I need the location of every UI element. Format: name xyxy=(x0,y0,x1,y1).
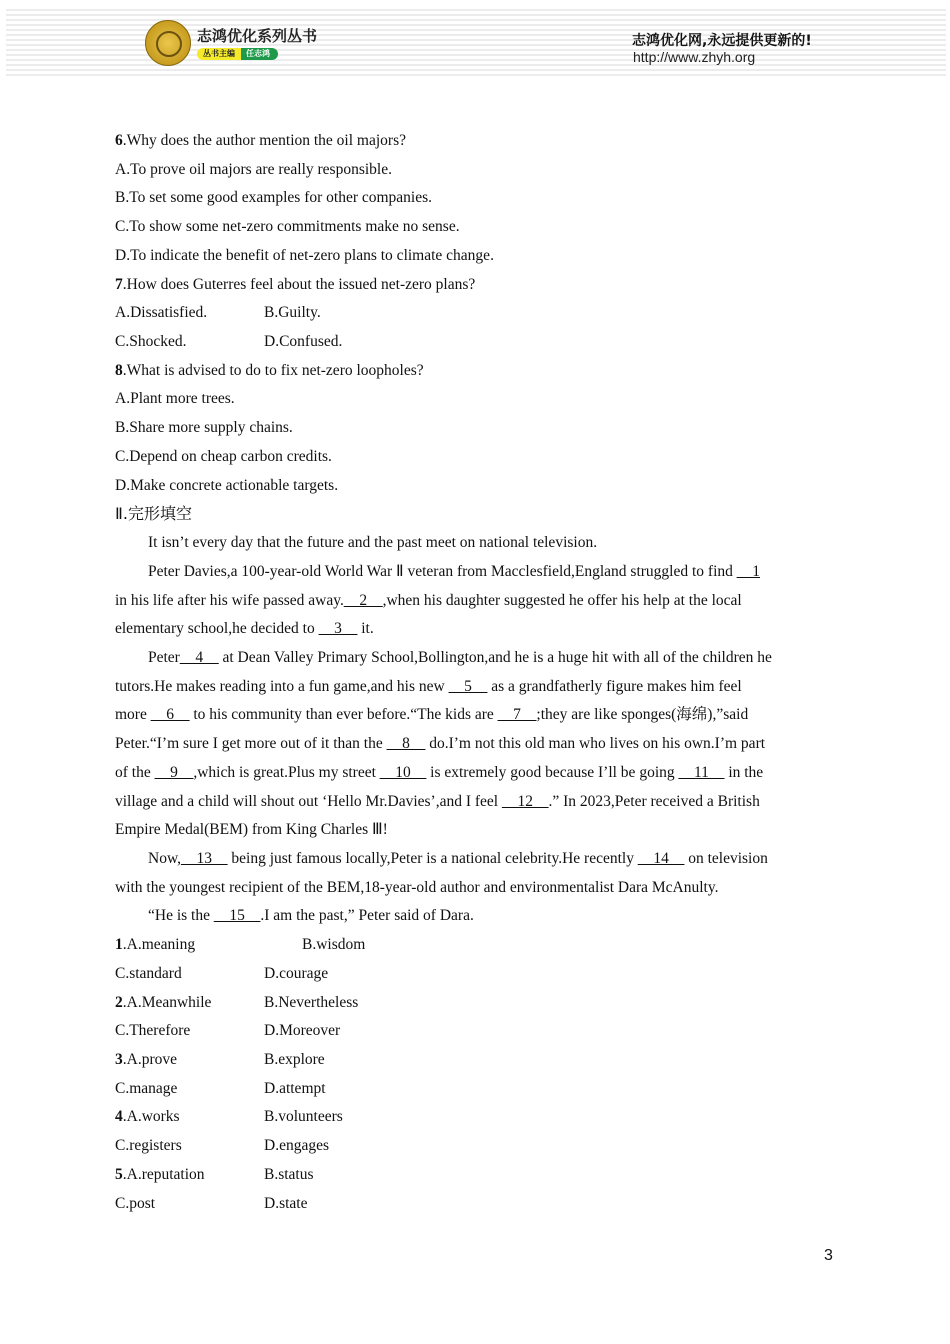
text-line xyxy=(115,819,835,848)
text-segment: being just famous locally,Peter is a national celebrity.He recently xyxy=(227,849,638,867)
blank-number: __1 xyxy=(736,562,761,580)
text-segment: tutors.He makes reading into a fun game,and his new xyxy=(115,677,449,695)
text-segment: to his community than ever before.“The kids are xyxy=(189,706,498,724)
option-second-column: B.volunteers xyxy=(264,1108,343,1126)
text-line xyxy=(115,1193,835,1222)
text-segment: C.post xyxy=(115,1194,156,1212)
blank-number: __7__ xyxy=(497,706,537,724)
text-segment: ,when his daughter suggested he offer his help at the local xyxy=(382,591,742,609)
text-segment: more xyxy=(115,706,151,724)
text-segment: in his life after his wife passed away. xyxy=(115,591,344,609)
text-line xyxy=(115,762,835,791)
badge-label: 丛书主编 xyxy=(197,48,241,60)
text-segment: elementary school,he decided to xyxy=(115,620,319,638)
text-segment: C.To show some net-zero commitments make no sense. xyxy=(115,218,460,236)
text-segment: Peter xyxy=(148,648,180,666)
text-segment: as a grandfatherly figure makes him feel xyxy=(487,677,742,695)
logo-seal-icon xyxy=(145,20,191,66)
text-segment: It isn’t every day that the future and the past meet on national television. xyxy=(148,534,598,552)
blank-number: __8__ xyxy=(386,735,426,753)
text-segment: Now, xyxy=(148,849,182,867)
text-segment: .A.prove xyxy=(122,1051,177,1068)
text-segment: B.Share more supply chains. xyxy=(115,419,293,437)
text-segment: ,which is great.Plus my street xyxy=(193,763,380,781)
question-number: 4 xyxy=(115,1108,123,1126)
option-second-column: D.state xyxy=(264,1194,308,1212)
text-line xyxy=(115,475,835,504)
text-segment: B.To set some good examples for other companies. xyxy=(115,189,433,207)
text-segment: is extremely good because I’ll be going xyxy=(426,763,679,781)
text-line xyxy=(115,676,835,705)
text-line xyxy=(115,1078,835,1107)
option-second-column: B.explore xyxy=(264,1051,325,1068)
question-line xyxy=(115,360,835,389)
text-segment: D.To indicate the benefit of net-zero plans to climate change. xyxy=(115,246,494,264)
document-body xyxy=(115,130,835,1221)
text-segment: .How does Guterres feel about the issued net-zero plans? xyxy=(122,275,476,293)
question-number: 3 xyxy=(115,1051,123,1068)
text-line xyxy=(115,187,835,216)
text-line xyxy=(115,618,835,647)
text-segment: Empire Medal(BEM) from King Charles Ⅲ! xyxy=(115,821,388,839)
paragraph-line xyxy=(115,561,835,590)
text-segment: A.Dissatisfied. xyxy=(115,304,208,322)
text-segment: .What is advised to do to fix net-zero loopholes? xyxy=(122,361,424,379)
question-number: 6 xyxy=(115,132,123,149)
question-number: 7 xyxy=(115,275,123,293)
text-segment: C.Therefore xyxy=(115,1022,191,1040)
text-line xyxy=(115,388,835,417)
editor-badge xyxy=(197,48,278,60)
text-segment: C.registers xyxy=(115,1137,182,1155)
blank-number: __5__ xyxy=(448,677,488,695)
blank-number: __9__ xyxy=(154,763,194,781)
text-segment: A.Plant more trees. xyxy=(115,390,235,408)
blank-number: __12__ xyxy=(501,792,549,810)
question-line xyxy=(115,992,835,1021)
text-line xyxy=(115,1135,835,1164)
paragraph-line xyxy=(115,532,835,561)
option-second-column: D.Confused. xyxy=(264,333,343,351)
question-line xyxy=(115,1106,835,1135)
question-line xyxy=(115,274,835,303)
blank-number: __3__ xyxy=(318,620,358,638)
text-line xyxy=(115,590,835,619)
text-segment: .I am the past,” Peter said of Dara. xyxy=(260,907,474,925)
text-segment: of the xyxy=(115,763,155,781)
text-segment: on television xyxy=(684,849,768,867)
question-line xyxy=(115,934,835,963)
text-line xyxy=(115,446,835,475)
option-second-column: B.Guilty. xyxy=(264,304,321,322)
badge-editor: 任志鸿 xyxy=(241,48,278,60)
text-segment: .” In 2023,Peter received a British xyxy=(548,792,760,810)
text-segment: Peter.“I’m sure I get more out of it than the xyxy=(115,735,387,753)
text-segment: .A.meaning xyxy=(122,936,196,954)
option-second-column: D.Moreover xyxy=(264,1022,341,1040)
paragraph-line xyxy=(115,848,835,877)
question-number: 2 xyxy=(115,993,123,1011)
blank-number: __6__ xyxy=(150,706,190,724)
text-segment: .A.Meanwhile xyxy=(122,993,212,1011)
text-line xyxy=(115,216,835,245)
header-url: http://www.zhyh.org xyxy=(633,49,756,65)
text-segment: C.standard xyxy=(115,964,182,982)
text-segment: with the youngest recipient of the BEM,18-year-old author and environmentalist Dara McAnulty. xyxy=(115,878,719,896)
text-line xyxy=(115,791,835,820)
text-segment: ;they are like sponges(海绵),”said xyxy=(536,706,749,724)
series-title: 志鸿优化系列丛书 xyxy=(197,27,318,45)
option-second-column: B.status xyxy=(264,1165,314,1183)
blank-number: __15__ xyxy=(213,907,261,925)
text-line xyxy=(115,877,835,906)
text-segment: at Dean Valley Primary School,Bollington,and he is a huge hit with all of the children he xyxy=(218,648,772,666)
text-line xyxy=(115,963,835,992)
option-second-column: D.attempt xyxy=(264,1079,326,1097)
paragraph-line xyxy=(115,647,835,676)
text-segment: .A.works xyxy=(122,1108,180,1126)
question-number: 8 xyxy=(115,361,123,379)
text-line xyxy=(115,245,835,274)
section-heading xyxy=(115,503,835,532)
text-segment: .A.reputation xyxy=(122,1165,205,1183)
option-second-column: D.courage xyxy=(264,964,329,982)
blank-number: __10__ xyxy=(379,763,427,781)
option-second-column: D.engages xyxy=(264,1137,329,1155)
question-line xyxy=(115,1049,835,1078)
text-line xyxy=(115,159,835,188)
text-line xyxy=(115,302,835,331)
text-line xyxy=(115,1020,835,1049)
text-line xyxy=(115,417,835,446)
blank-number: __13__ xyxy=(181,849,228,867)
text-line xyxy=(115,733,835,762)
paragraph-line xyxy=(115,905,835,934)
text-segment: .Why does the author mention the oil majors? xyxy=(122,132,406,149)
text-segment: village and a child will shout out ‘Hello Mr.Davies’,and I feel xyxy=(115,792,502,810)
question-line xyxy=(115,130,835,159)
text-segment: Peter Davies,a 100-year-old World War Ⅱ veteran from Macclesfield,England struggled to find xyxy=(148,562,737,580)
page-number: 3 xyxy=(824,1247,833,1264)
text-segment: “He is the xyxy=(148,907,214,925)
blank-number: __2__ xyxy=(343,591,383,609)
text-segment: C.manage xyxy=(115,1079,178,1097)
option-second-column: B.wisdom xyxy=(302,936,366,954)
blank-number: __11__ xyxy=(678,763,725,781)
text-line xyxy=(115,704,835,733)
text-segment: C.Shocked. xyxy=(115,333,187,351)
text-segment: D.Make concrete actionable targets. xyxy=(115,476,339,494)
question-number: 5 xyxy=(115,1165,123,1183)
text-segment: it. xyxy=(357,620,374,638)
header-slogan: 志鸿优化网,永远提供更新的! xyxy=(632,33,812,49)
blank-number: __4__ xyxy=(179,648,219,666)
question-line xyxy=(115,1164,835,1193)
text-segment: Ⅱ.完形填空 xyxy=(115,504,192,524)
text-line xyxy=(115,331,835,360)
text-segment: C.Depend on cheap carbon credits. xyxy=(115,447,332,465)
text-segment: in the xyxy=(724,763,764,781)
question-number: 1 xyxy=(115,936,123,954)
text-segment: A.To prove oil majors are really responsible. xyxy=(115,160,392,178)
option-second-column: B.Nevertheless xyxy=(264,993,359,1011)
text-segment: do.I’m not this old man who lives on his own.I’m part xyxy=(425,735,766,753)
blank-number: __14__ xyxy=(637,849,685,867)
